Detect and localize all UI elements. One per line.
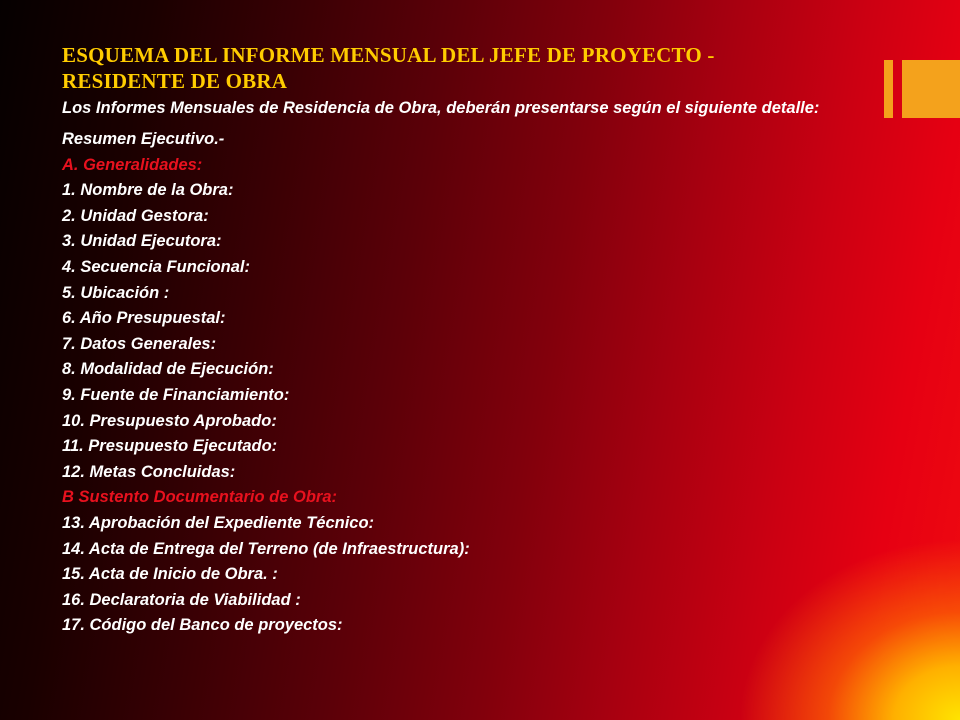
- list-item: 17. Código del Banco de proyectos:: [62, 616, 343, 635]
- section-heading: B Sustento Documentario de Obra:: [62, 488, 338, 507]
- list-item: 14. Acta de Entrega del Terreno (de Infraestructura):: [62, 539, 470, 558]
- slide-title: ESQUEMA DEL INFORME MENSUAL DEL JEFE DE PROYECTO - RESIDENTE DE OBRA: [62, 43, 715, 93]
- list-item: 15. Acta de Inicio de Obra. :: [62, 565, 278, 584]
- accent-bar-thick: [902, 60, 960, 118]
- list-item: 12. Metas Concluidas:: [62, 462, 236, 481]
- list-item: 6. Año Presupuestal:: [62, 309, 226, 328]
- list-item: 16. Declaratoria de Viabilidad :: [62, 590, 301, 609]
- intro-text: Los Informes Mensuales de Residencia de Obra, deberán presentarse según el siguiente detalle:: [62, 99, 820, 117]
- list-item: 9. Fuente de Financiamiento:: [62, 385, 290, 404]
- list-item: Resumen Ejecutivo.-: [62, 130, 225, 148]
- list-item: 8. Modalidad de Ejecución:: [62, 360, 274, 379]
- list-item: 2. Unidad Gestora:: [62, 206, 209, 225]
- list-item: 4. Secuencia Funcional:: [62, 257, 250, 276]
- accent-bar-thin: [884, 60, 893, 118]
- list-item: 7. Datos Generales:: [62, 334, 217, 353]
- list-item: 1. Nombre de la Obra:: [62, 181, 234, 200]
- list-item: 3. Unidad Ejecutora:: [62, 232, 222, 251]
- list-item: 11. Presupuesto Ejecutado:: [62, 437, 278, 456]
- list-item: 10. Presupuesto Aprobado:: [62, 411, 277, 430]
- section-heading: A. Generalidades:: [62, 155, 203, 174]
- slide-content: [62, 100, 862, 639]
- list-item: 5. Ubicación :: [62, 283, 170, 302]
- list-item: 13. Aprobación del Expediente Técnico:: [62, 513, 375, 532]
